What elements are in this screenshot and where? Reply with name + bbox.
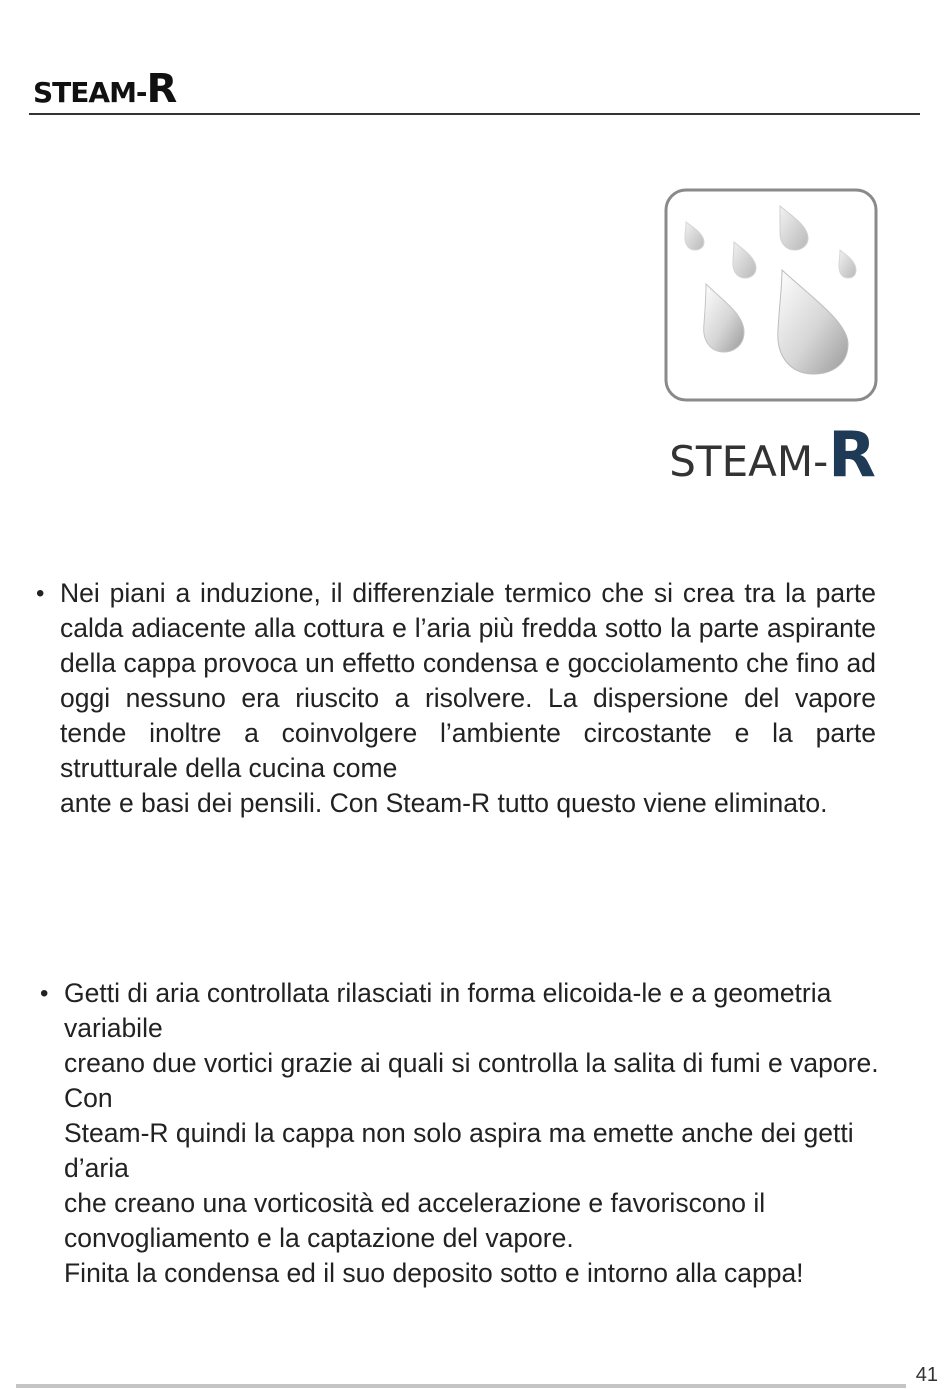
page-header-title bbox=[33, 66, 176, 112]
paragraph-line: Getti di aria controllata rilasciati in forma elicoida-le e a geometria variabile bbox=[64, 978, 832, 1043]
paragraph-last-line: ante e basi dei pensili. Con Steam-R tutto questo viene eliminato. bbox=[60, 788, 828, 818]
logo-text-main: STEAM- bbox=[669, 437, 829, 486]
paragraph-line: Steam-R quindi la cappa non solo aspira ma emette anche dei getti d’aria bbox=[64, 1118, 854, 1183]
paragraph-line: convogliamento e la captazione del vapore. bbox=[64, 1223, 574, 1253]
footer-divider bbox=[16, 1384, 906, 1388]
paragraph-line: che creano una vorticosità ed accelerazione e favoriscono il bbox=[64, 1188, 766, 1218]
header-divider bbox=[29, 113, 920, 115]
logo-text-r: R bbox=[828, 418, 876, 491]
bullet-paragraph-air-jets bbox=[40, 976, 884, 1291]
bullet-paragraph-induction bbox=[36, 576, 876, 821]
paragraph-text: Nei piani a induzione, il differenziale termico che si crea tra la parte calda adiacente alla cottura e l’aria più fredda sotto la parte aspirante della cappa provoca un effetto condensa e gocciolamento che fino ad oggi nessuno era riuscito a risolvere. La dispersione del vapore tende inoltre a coinvolgere l’ambiente circostante e la parte strutturale della cucina come bbox=[60, 578, 876, 783]
bullet-dot: • bbox=[40, 980, 49, 1007]
bullet-dot: • bbox=[36, 580, 45, 607]
page-number: 41 bbox=[915, 1364, 938, 1386]
header-title-main: STEAM- bbox=[33, 76, 147, 109]
steam-r-logo-text bbox=[664, 418, 876, 491]
paragraph-line: Finita la condensa ed il suo deposito sotto e intorno alla cappa! bbox=[64, 1258, 804, 1288]
steam-droplets-icon bbox=[664, 188, 878, 402]
paragraph-line: creano due vortici grazie ai quali si controlla la salita di fumi e vapore. Con bbox=[64, 1048, 879, 1113]
header-title-r: R bbox=[146, 66, 177, 112]
